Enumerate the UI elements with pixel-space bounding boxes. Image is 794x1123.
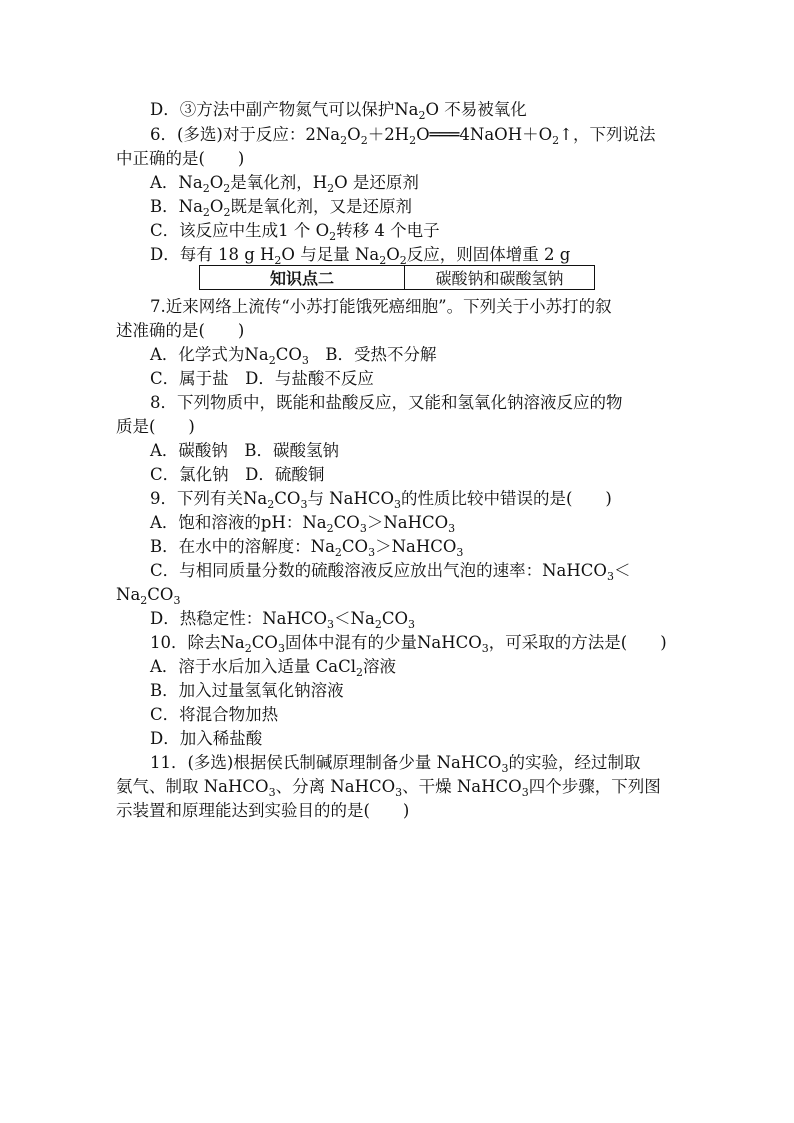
q9-option-b: B．在水中的溶解度：$Na_2CO_3>NaHCO_3$ [150, 537, 464, 559]
q9-stem: 9．下列有关$Na_2CO_3$与 NaHCO$_3$的性质比较中错误的是( ) [150, 489, 612, 511]
q10-option-c: C．将混合物加热 [150, 705, 279, 724]
section-title: 碳酸钠和碳酸氢钠 [435, 269, 564, 288]
q9-option-c-line1: C．与相同质量分数的硫酸溶液反应放出气泡的速率：NaHCO$_3$＜ [150, 561, 631, 583]
q7-options-cd: C．属于盐 D．与盐酸不反应 [150, 369, 374, 388]
q6-option-d: D．每有 18 g $H_2O$ 与足量 $Na_2O_2$反应，则固体增重 2 g [150, 245, 571, 267]
q6-stem-line2: 中正确的是( ) [116, 149, 245, 168]
q10-option-a: A．溶于水后加入适量 CaCl$_2$溶液 [150, 657, 397, 679]
q11-stem-line3: 示装置和原理能达到实验目的的是( ) [116, 801, 410, 820]
q8-options-ab: A．碳酸钠 B．碳酸氢钠 [150, 441, 340, 460]
q7-stem-line2: 述准确的是( ) [116, 321, 245, 340]
q11-stem-line1: 11．(多选)根据侯氏制碱原理制备少量 NaHCO$_3$的实验，经过制取 [150, 753, 641, 775]
q7-options-ab: A．化学式为$Na_2CO_3$ B．受热不分解 [150, 345, 437, 367]
q10-option-d: D．加入稀盐酸 [150, 729, 263, 748]
section-number: 知识点二 [200, 266, 405, 289]
q6-option-c: C．该反应中生成1 个 $O_2$转移 4 个电子 [150, 221, 440, 243]
q7-stem-line1: 7.近来网络上流传“小苏打能饿死癌细胞”。下列关于小苏打的叙 [150, 297, 612, 316]
q6-option-a: A．$Na_2O_2$是氧化剂，$H_2O$ 是还原剂 [150, 173, 419, 195]
section-header-table [199, 265, 595, 290]
q6-option-b: B．$Na_2O_2$既是氧化剂，又是还原剂 [150, 197, 412, 219]
q8-stem-line2: 质是( ) [116, 417, 195, 436]
q8-stem-line1: 8．下列物质中，既能和盐酸反应，又能和氢氧化钠溶液反应的物 [150, 393, 623, 412]
q8-options-cd: C．氯化钠 D．硫酸铜 [150, 465, 325, 484]
q10-stem: 10．除去$Na_2CO_3$固体中混有的少量NaHCO$_3$，可采取的方法是( ) [150, 633, 667, 655]
q11-stem-line2: 氨气、制取 NaHCO$_3$、分离 NaHCO$_3$、干燥 NaHCO$_3$四个步骤，下列图 [116, 777, 661, 799]
q6-stem-line1: 6．(多选)对于反应：$2Na_2O_2+2H_2O═══4NaOH+O_2↑$，下列说法 [150, 125, 656, 147]
q9-option-a: A．饱和溶液的pH：$Na_2CO_3>NaHCO_3$ [150, 513, 456, 535]
q9-option-d: D．热稳定性：$NaHCO_3<Na_2CO_3$ [150, 609, 415, 631]
q10-option-b: B．加入过量氢氧化钠溶液 [150, 681, 344, 700]
q9-option-c-line2: $Na_2CO_3$ [116, 585, 181, 607]
q5-option-d: D．③方法中副产物氮气可以保护$Na_2O$ 不易被氧化 [150, 100, 527, 122]
